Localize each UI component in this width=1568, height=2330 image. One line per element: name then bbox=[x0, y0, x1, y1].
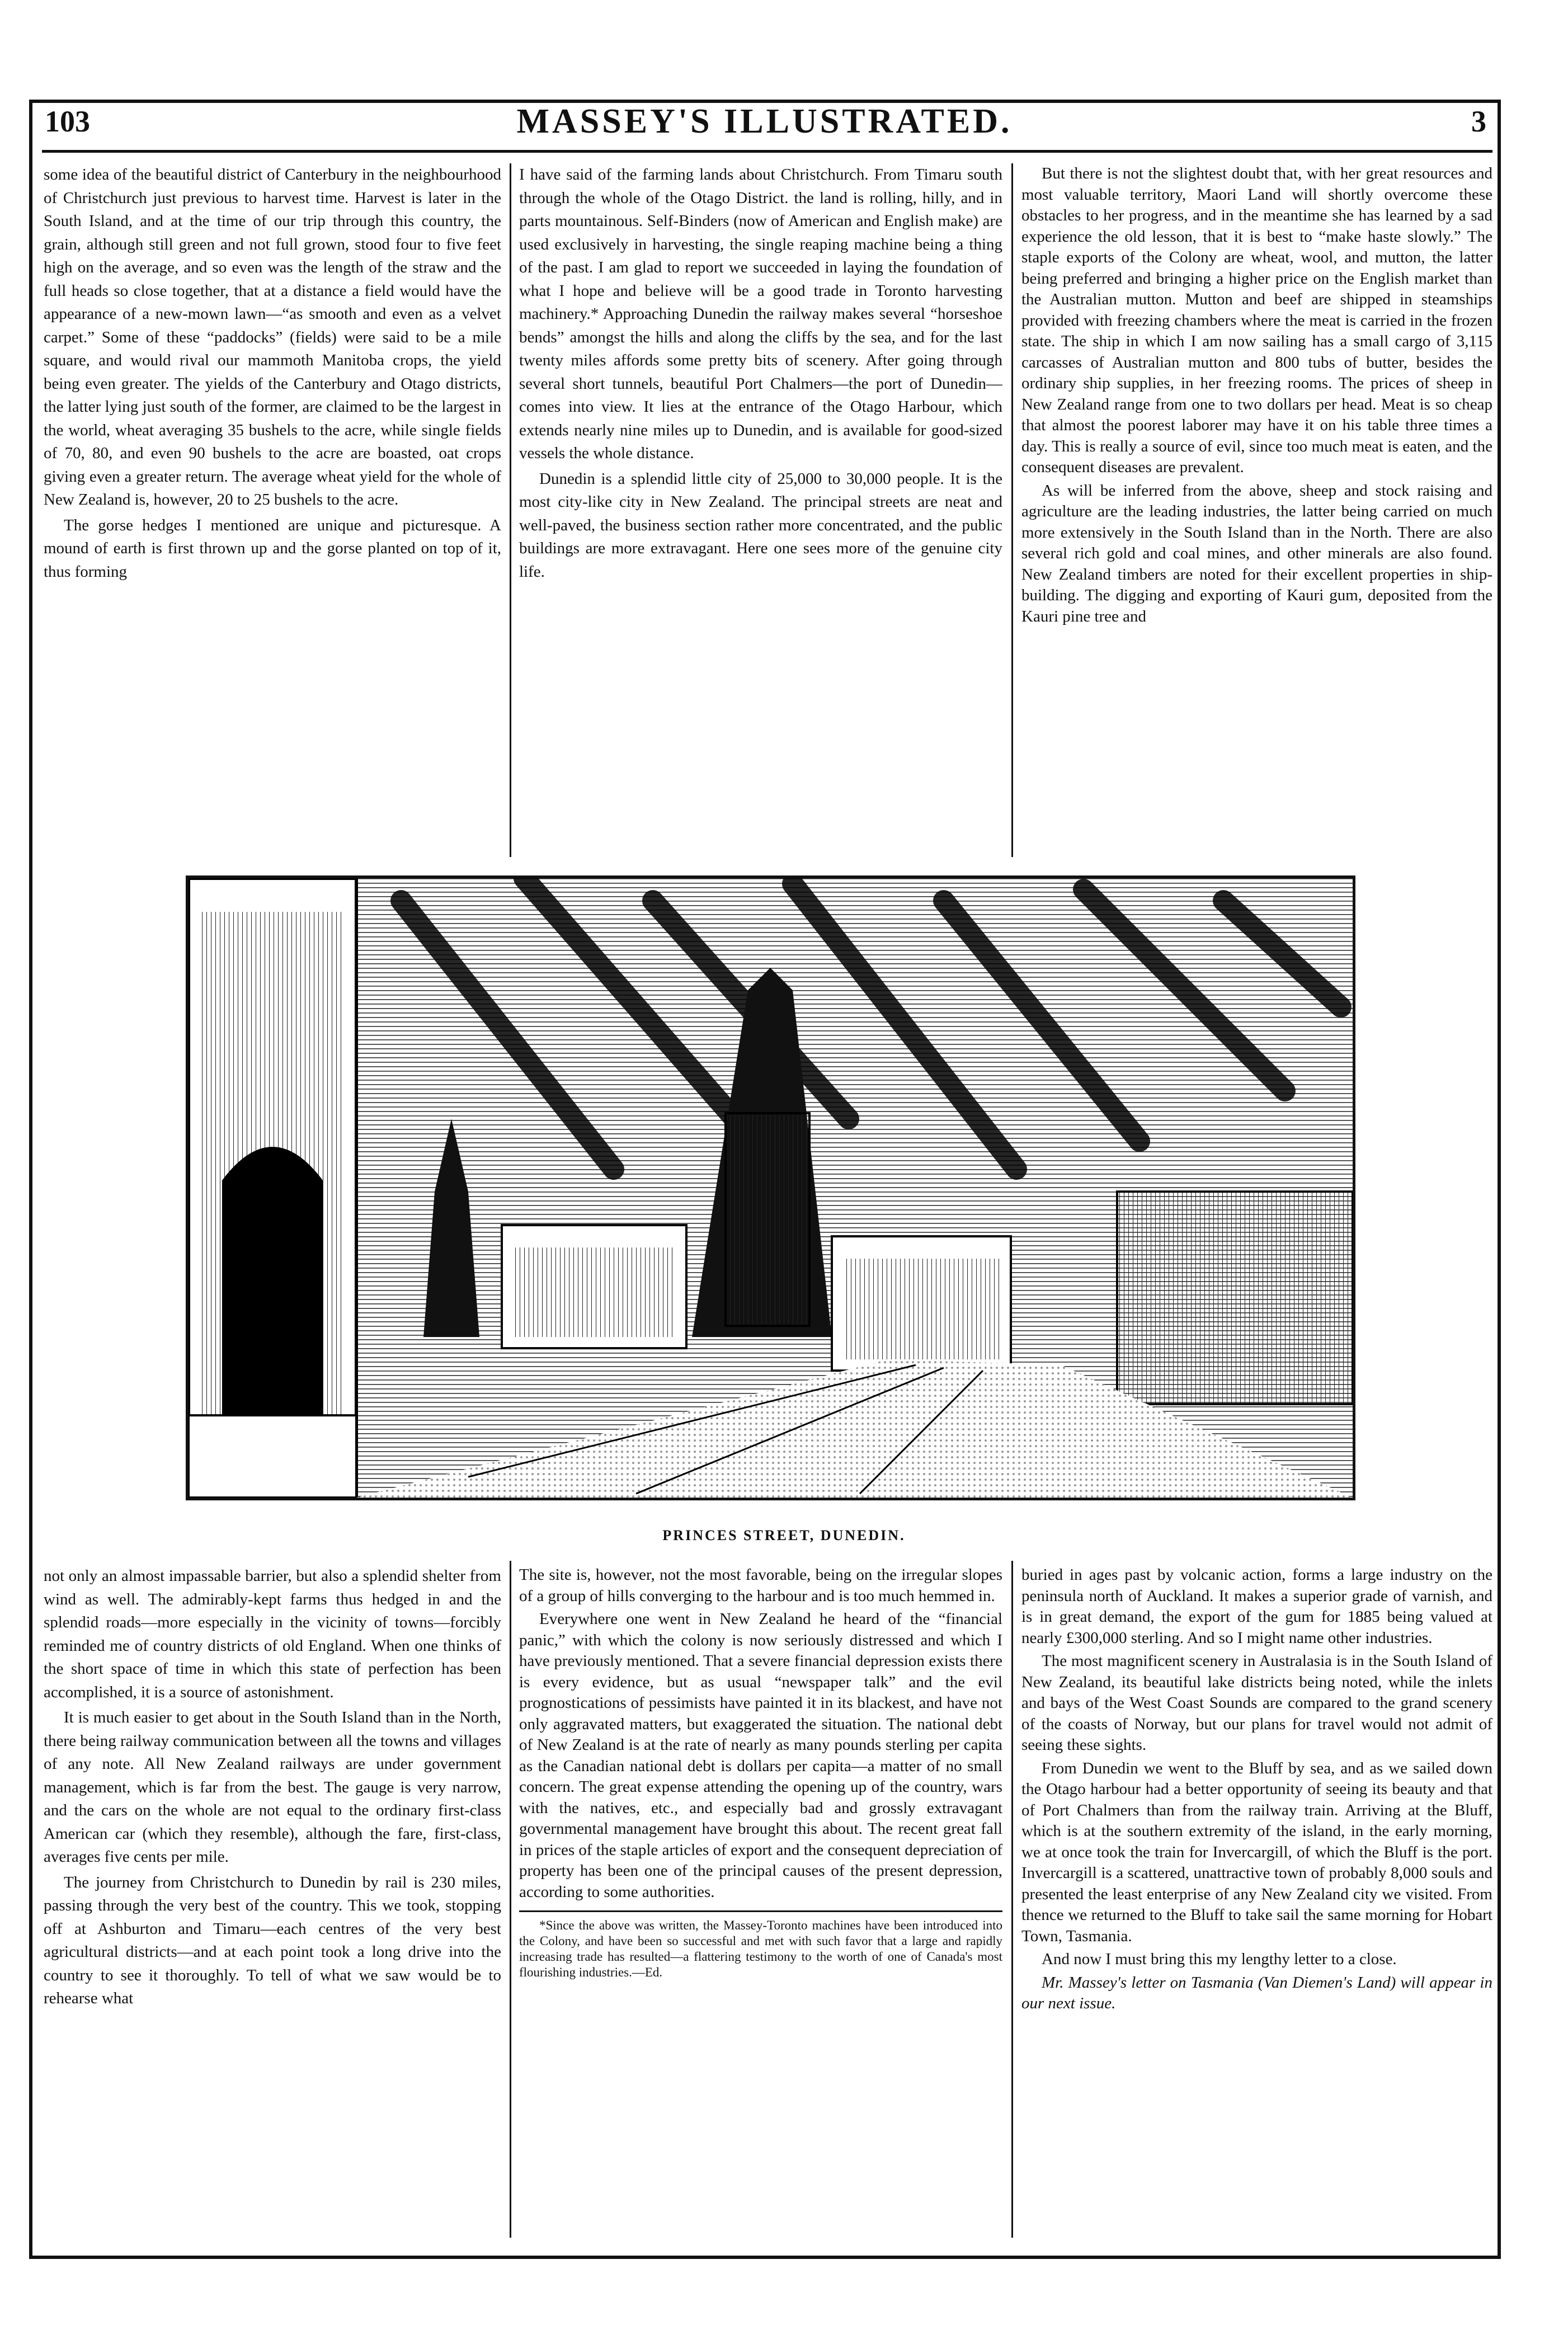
column-divider bbox=[510, 1561, 511, 2238]
paragraph: some idea of the beautiful district of Canterbury in the neighbourhood of Christchurch just previous to harvest time. Harvest is later in the South Island, and at the time of our trip through this country, the grain, although still green and not full grown, stood four to five feet high on the average, and so even was the length of the straw and the full heads so close together, that at a distance a field would have the appearance of a new-mown lawn—“as smooth and even as a velvet carpet.” Some of these “paddocks” (fields) were said to be a mile square, and would rival our mammoth Manitoba crops, the yield being even greater. The yields of the Canterbury and Otago districts, the latter lying just south of the former, are claimed to be the largest in the world, wheat averaging 35 bushels to the acre, while single fields of 70, 80, and even 90 bushels to the acre are boasted, oat crops giving even a greater return. The average wheat yield for the whole of New Zealand is, however, 20 to 25 bushels to the acre. bbox=[44, 166, 501, 509]
paragraph: Dunedin is a splendid little city of 25,000 to 30,000 people. It is the most city-like city in New Zealand. The principal streets are neat and well-paved, the business section rather more concentrated, and the public buildings are more extravagant. Here one sees more of the genuine city life. bbox=[519, 469, 1002, 581]
column-1-bottom bbox=[44, 1565, 501, 2236]
paragraph: The most magnificent scenery in Australasia is in the South Island of New Zealand, its beautiful lake districts being noted, while the inlets and bays of the West Coast Sounds are compared to the grand scenery of the coasts of Norway, but our plans for travel would not admit of seeing these sights. bbox=[1021, 1652, 1492, 1754]
column-2-top bbox=[519, 163, 1002, 868]
column-3-top bbox=[1021, 163, 1492, 869]
paragraph: And now I must bring this my lengthy letter to a close. bbox=[1042, 1950, 1397, 1968]
masthead-title: MASSEY'S ILLUSTRATED. bbox=[516, 102, 1013, 140]
page-header bbox=[39, 100, 1490, 148]
paragraph: The gorse hedges I mentioned are unique and picturesque. A mound of earth is first thrown up and the gorse planted on top of it, thus forming bbox=[44, 516, 501, 581]
paragraph: not only an almost impassable barrier, but also a splendid shelter from wind as well. The admirably-kept farms thus hedged in and the splendid roads—more especially in the vicinity of towns—forcibly reminded me of country districts of old England. When one thinks of the short space of time in which this state of perfection has been accomplished, it is a source of astonishment. bbox=[44, 1567, 501, 1701]
illustration-caption: PRINCES STREET, DUNEDIN. bbox=[662, 1527, 906, 1543]
paragraph: The journey from Christchurch to Dunedin by rail is 230 miles, passing through the very best of the country. This we took, stopping off at Ashburton and Timaru—each centres of the very best agricultural districts—and at each point took a long drive into the country to see it thoroughly. To tell of what we saw would be to rehearse what bbox=[44, 1873, 501, 2007]
paragraph: It is much easier to get about in the South Island than in the North, there being railway communication between all the towns and villages of any note. All New Zealand railways are under government management, which is far from the best. The gauge is very narrow, and the cars on the whole are not equal to the ordinary first-class American car (which they resemble), although the fare, first-class, averages five cents per mile. bbox=[44, 1708, 501, 1866]
column-divider bbox=[510, 163, 511, 857]
paragraph: I have said of the farming lands about Christchurch. From Timaru south through the whole of the Otago District. the land is rolling, hilly, and in parts mountainous. Self-Binders (now of American and English make) are used exclusively in harvesting, the single reaping machine being a thing of the past. I am glad to report we succeeded in laying the foundation of what I hope and believe will be a good trade in Toronto harvesting machinery.* Approaching Dunedin the railway makes several “horseshoe bends” amongst the hills and along the cliffs by the sea, and for the last twenty miles affords some pretty bits of scenery. After going through several short tunnels, beautiful Port Chalmers—the port of Dunedin—comes into view. It lies at the entrance of the Otago Harbour, which extends nearly nine miles up to Dunedin, and is available for good-sized vessels the whole distance. bbox=[519, 166, 1002, 462]
engraving-image bbox=[189, 878, 1353, 1498]
column-2-bottom bbox=[519, 1565, 1002, 2242]
column-3-bottom bbox=[1021, 1565, 1492, 2242]
column-divider bbox=[1011, 163, 1013, 857]
paragraph: As will be inferred from the above, sheep and stock raising and agriculture are the leading industries, the latter being carried on much more extensively in the South Island than in the North. There are also several rich gold and coal mines, and other minerals are also found. New Zealand timbers are noted for their excellent properties in ship-building. The digging and exporting of Kauri gum, deposited from the Kauri pine tree and bbox=[1021, 481, 1492, 625]
page-number-right: 3 bbox=[1471, 105, 1486, 138]
paragraph: Everywhere one went in New Zealand he heard of the “financial panic,” with which the colony is now seriously distressed and which I have previously mentioned. That a severe financial depression exists there is every evidence, but as usual “newspaper talk” and the evil prognostications of pessimists have painted it in its blackest, and have not only aggravated matters, but exaggerated the situation. The national debt of New Zealand is at the rate of nearly as many pounds sterling per capita as the Canadian national debt is dollars per capita—a matter of no small concern. The great expense attending the opening up of the country, wars with the natives, etc., and especially bad and grossly extravagant governmental management have brought this about. The recent great fall in prices of the staple articles of export and the consequent depreciation of property has been one of the principal causes of the present depression, according to some authorities. bbox=[519, 1610, 1002, 1901]
column-1-top bbox=[44, 163, 501, 868]
closing-note: Mr. Massey's letter on Tasmania (Van Diemen's Land) will appear in our next issue. bbox=[1021, 1973, 1492, 2012]
page-number-left: 103 bbox=[45, 105, 90, 138]
paragraph: The site is, however, not the most favorable, being on the irregular slopes of a group of hills converging to the harbour and is too much hemmed in. bbox=[519, 1566, 1002, 1605]
paragraph: But there is not the slightest doubt that, with her great resources and most valuable territory, Maori Land will shortly overcome these obstacles to her progress, and in the meantime she has learned by a sad experience the old lesson, that it is best to “make haste slowly.” The staple exports of the Colony are wheat, wool, and mutton, the latter being preferred and bringing a higher price on the English market than the Australian mutton. Mutton and beef are shipped in steamships provided with freezing chambers where the meat is carried in the frozen state. The ship in which I am now sailing has a small cargo of 3,115 carcasses of Australian mutton and 800 tubs of butter, besides the ordinary ship supplies, in her freezing rooms. The prices of sheep in New Zealand range from one to two dollars per head. Meat is so cheap that almost the poorest laborer may have it on his table three times a day. This is really a source of evil, since too much meat is eaten, and the consequent diseases are prevalent. bbox=[1021, 164, 1492, 476]
paragraph: From Dunedin we went to the Bluff by sea, and as we sailed down the Otago harbour had a better opportunity of seeing its beauty and that of Port Chalmers than from the railway train. Arriving at the Bluff, which is at the southern extremity of the island, in the early morning, we at once took the train for Invercargill, of which the Bluff is the port. Invercargill is a scattered, unattractive town of probably 8,000 souls and presented the least enterprise of any New Zealand city we visited. From thence we returned to the Bluff to take sail the same morning for Hobart Town, Tasmania. bbox=[1021, 1759, 1492, 1945]
header-rule bbox=[42, 150, 1492, 153]
footnote: *Since the above was written, the Massey-Toronto machines have been introduced into the Colony, and have been so successful and met with such favor that a large and rapidly increasing trade has resulted—a flattering testimony to the worth of one of Canada's most flourishing industries.—Ed. bbox=[519, 1918, 1002, 1979]
illustration-princes-street bbox=[186, 875, 1355, 1500]
paragraph: buried in ages past by volcanic action, forms a large industry on the peninsula north of Auckland. It makes a superior grade of varnish, and is in great demand, the export of the gum for 1885 being valued at nearly £300,000 sterling. And so I might name other industries. bbox=[1021, 1566, 1492, 1647]
footnote-rule bbox=[519, 1910, 1002, 1912]
column-divider bbox=[1011, 1561, 1013, 2238]
